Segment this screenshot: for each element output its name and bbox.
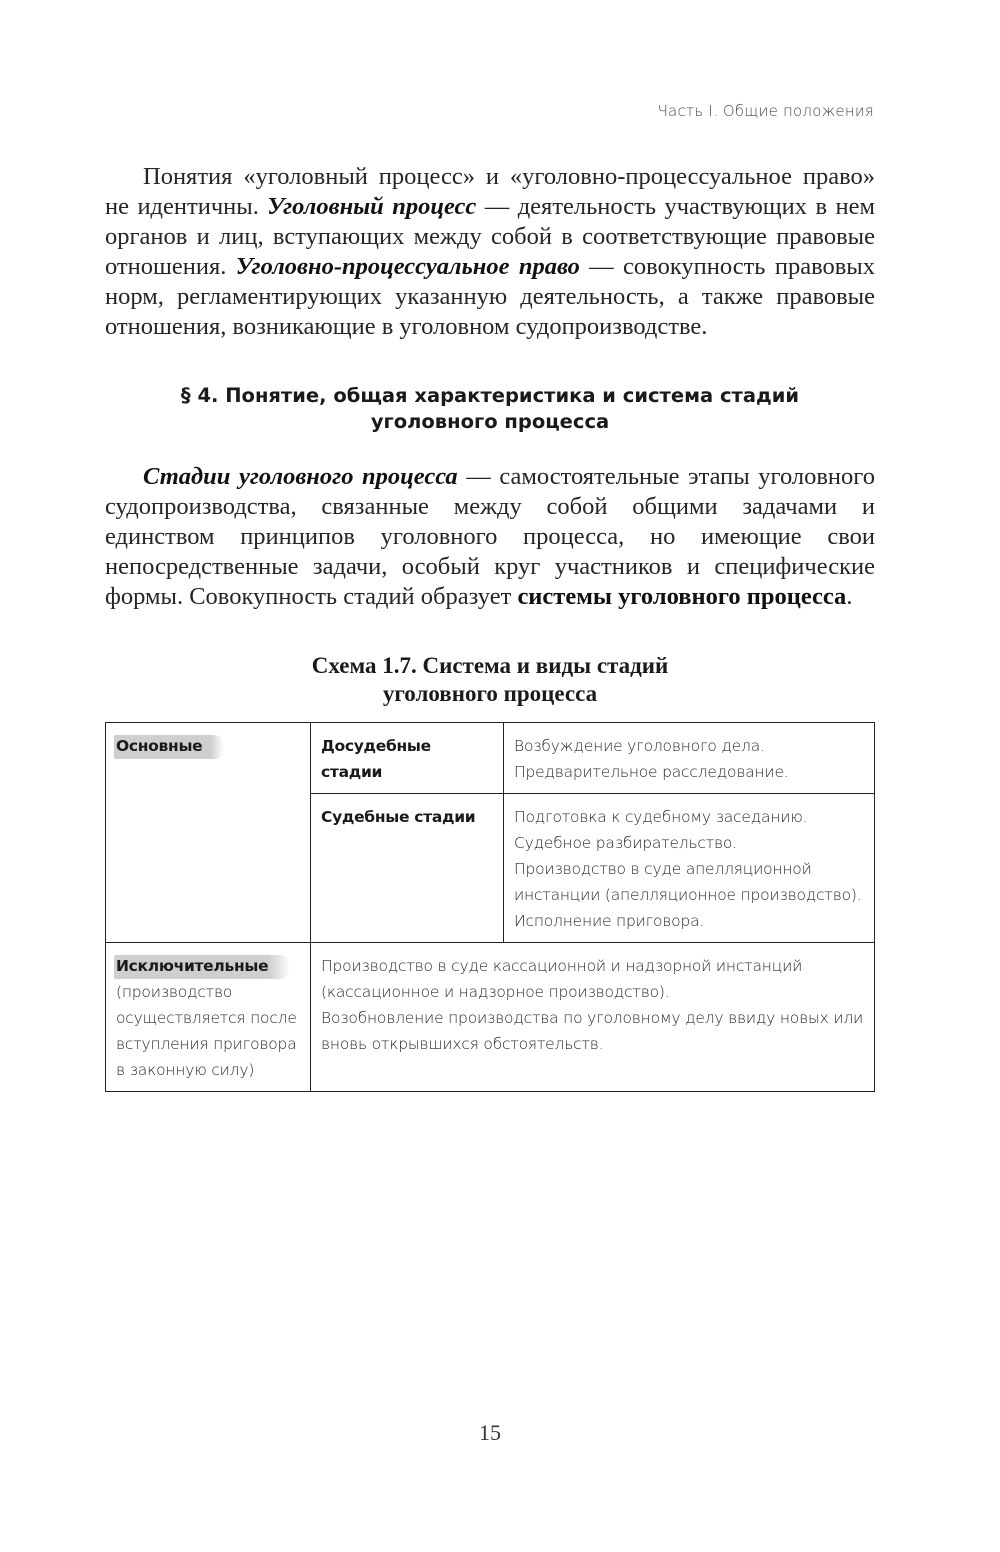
stages-table (105, 722, 875, 1092)
section-title-line-1: § 4. Понятие, общая характеристика и система стадий (180, 384, 800, 407)
list-item: Исполнение приговора. (514, 912, 705, 930)
list-item: Подготовка к судебному заседанию. (514, 808, 808, 826)
exceptional-items-cell (311, 943, 875, 1092)
intro-text-3: — совокупность правовых норм, регламентирующих указанную деятельность, а также правовые отношения, возникающие в уголовном судопроизводстве. (105, 253, 875, 340)
section-title (105, 383, 875, 435)
term-system: системы уголовного процесса (517, 583, 847, 610)
main-stages-cell (106, 723, 311, 943)
list-item: Возобновление производства по уголовному делу ввиду новых или вновь открывшихся обстоятельств. (321, 1009, 864, 1053)
list-item: Судебное разбирательство. (514, 834, 737, 852)
table-row (106, 723, 875, 794)
pretrial-items-cell (504, 723, 875, 794)
list-item: Производство в суде апелляционной инстанции (апелляционное производство). (514, 860, 862, 904)
main-stages-label: Основные (114, 735, 224, 759)
list-item: Производство в суде кассационной и надзорной инстанций (кассационное и надзорное производство). (321, 957, 803, 1001)
trial-items-cell (504, 794, 875, 943)
term-stages: Стадии уголовного процесса (143, 463, 458, 490)
trial-stages-label: Судебные стадии (321, 808, 476, 826)
stages-text-2: . (846, 583, 853, 610)
section-title-line-2: уголовного процесса (370, 410, 610, 433)
intro-text-1: Понятия «уголовный процесс» и «уголовно-процессуальное право» не идентичны. (105, 163, 875, 220)
intro-text-2: — деятельность участвующих в нем органов и лиц, вступающих между собой в соответствующие правовые отношения. (105, 193, 875, 280)
schema-title-line-2: уголовного процесса (382, 681, 598, 706)
list-item: Возбуждение уголовного дела. (514, 737, 765, 755)
page-content (105, 162, 875, 1092)
exceptional-stages-note: (производство осуществляется после вступления приговора в законную силу) (116, 983, 297, 1079)
exceptional-stages-label: Исключительные (114, 955, 290, 979)
schema-title (105, 652, 875, 708)
stages-paragraph (105, 462, 875, 612)
exceptional-stages-cell (106, 943, 311, 1092)
running-head: Часть I. Общие положения (657, 102, 874, 120)
pretrial-stages-label: Досудебные стадии (321, 737, 431, 781)
page-number: 15 (479, 1420, 501, 1445)
schema-title-line-1: Схема 1.7. Система и виды стадий (311, 653, 669, 678)
intro-paragraph (105, 162, 875, 342)
term-criminal-procedure-law: Уголовно-процессуальное право (235, 253, 580, 280)
list-item: Предварительное расследование. (514, 763, 789, 781)
stages-text-1: — самостоятельные этапы уголовного судопроизводства, связанные между собой общими задачами и единством принципов уголовного процесса, но имеющие свои непосредственные задачи, особый круг участников и специфические формы. Совокупность стадий образует (105, 463, 875, 610)
pretrial-label-cell (311, 723, 504, 794)
table-row (106, 943, 875, 1092)
trial-label-cell (311, 794, 504, 943)
term-criminal-process: Уголовный процесс (267, 193, 477, 220)
